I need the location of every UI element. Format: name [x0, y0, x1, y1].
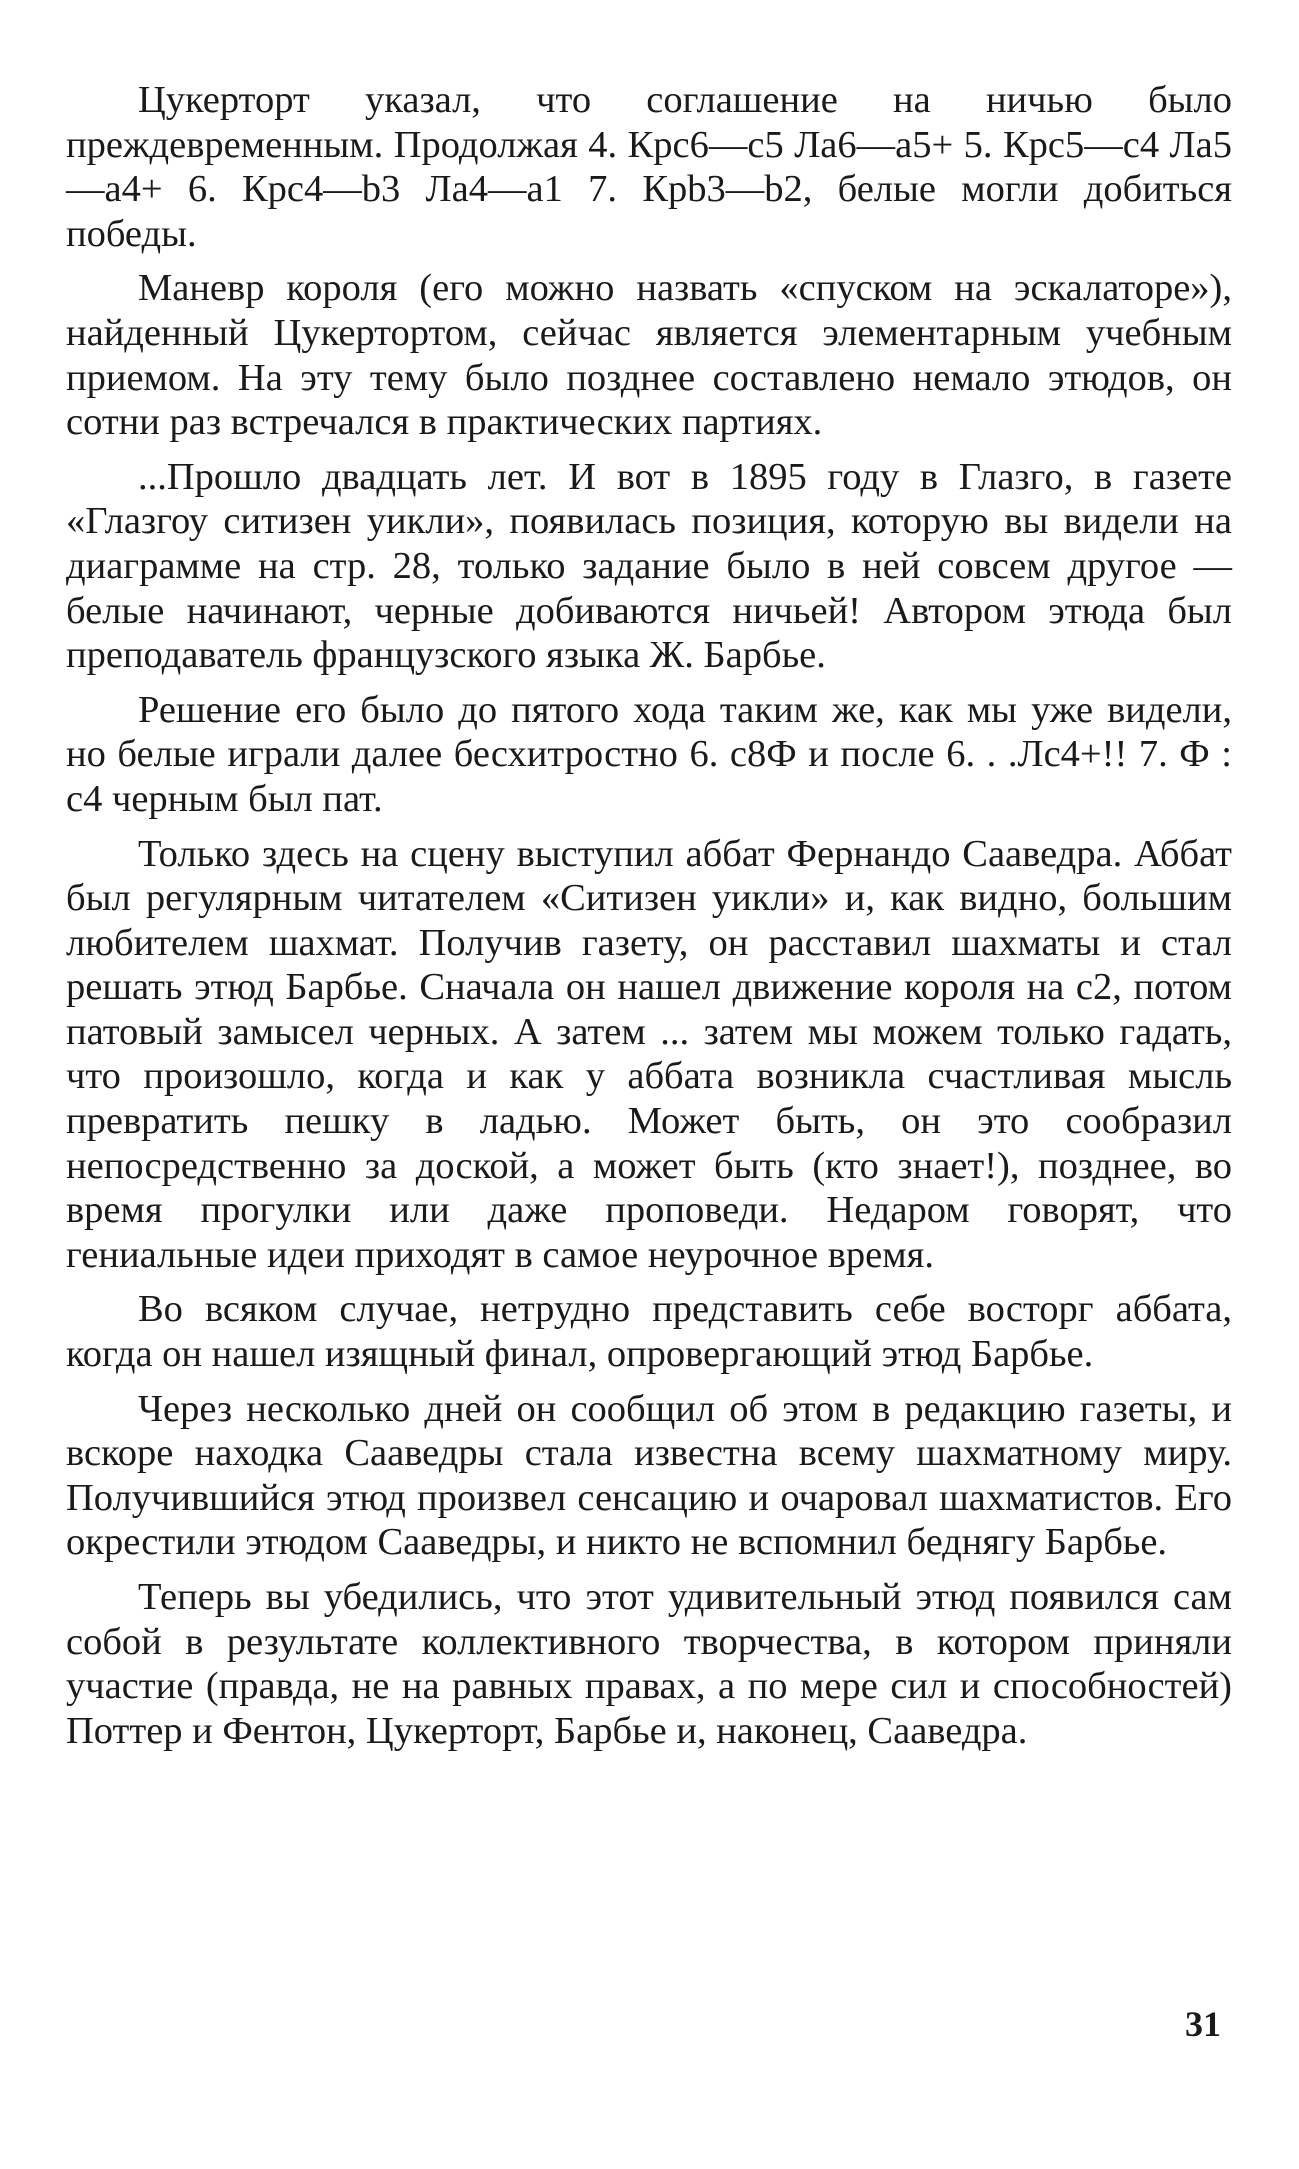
paragraph-1: Цукерторт указал, что соглашение на ничью было преждевременным. Продолжая 4. Крс6—с5 Ла6—а5+ 5. Крс5—с4 Ла5—а4+ 6. Крс4—b3 Ла4—а1 7. Крb3—b2, белые могли добиться победы.	[66, 79, 1232, 255]
paragraph-4: Решение его было до пятого хода таким же, как мы уже видели, но белые играли далее бесхитростно 6. с8Ф и после 6. . .Лс4+!! 7. Ф : с4 черным был пат.	[66, 688, 1232, 820]
paragraph-2: Маневр короля (его можно назвать «спуском на эскалаторе»), найденный Цукертортом, сейчас является элементарным учебным приемом. На эту тему было позднее составлено немало этюдов, он сотни раз встречался в практических партиях.	[66, 267, 1232, 444]
page-text	[66, 78, 1232, 1763]
page-number: 31	[1185, 2004, 1221, 2044]
paragraph-6: Во всяком случае, нетрудно представить себе восторг аббата, когда он нашел изящный финал, опровергающий этюд Барбье.	[66, 1288, 1232, 1376]
paragraph-5: Только здесь на сцену выступил аббат Фернандо Сааведра. Аббат был регулярным читателем «Ситизен уикли» и, как видно, большим любителем шахмат. Получив газету, он расставил шахматы и стал решать этюд Барбье. Сначала он нашел движение короля на с2, потом патовый замысел черных. А затем ... затем мы можем только гадать, что произошло, когда и как у аббата возникла счастливая мысль превратить пешку в ладью. Может быть, он это сообразил непосредственно за доской, а может быть (кто знает!), позднее, во время прогулки или даже проповеди. Недаром говорят, что гениальные идеи приходят в самое неурочное время.	[66, 832, 1232, 1276]
paragraph-7: Через несколько дней он сообщил об этом в редакцию газеты, и вскоре находка Сааведры стала известна всему шахматному миру. Получившийся этюд произвел сенсацию и очаровал шахматистов. Его окрестили этюдом Сааведры, и никто не вспомнил беднягу Барбье.	[66, 1387, 1232, 1564]
paragraph-8: Теперь вы убедились, что этот удивительный этюд появился сам собой в результате коллективного творчества, в котором приняли участие (правда, не на равных правах, а по мере сил и способностей) Поттер и Фентон, Цукерторт, Барбье и, наконец, Сааведра.	[66, 1576, 1232, 1752]
paragraph-3: ...Прошло двадцать лет. И вот в 1895 году в Глазго, в газете «Глазгоу ситизен уикли», появилась позиция, которую вы видели на диаграмме на стр. 28, только задание было в ней совсем другое — белые начинают, черные добиваются ничьей! Автором этюда был преподаватель французского языка Ж. Барбье.	[66, 455, 1232, 677]
